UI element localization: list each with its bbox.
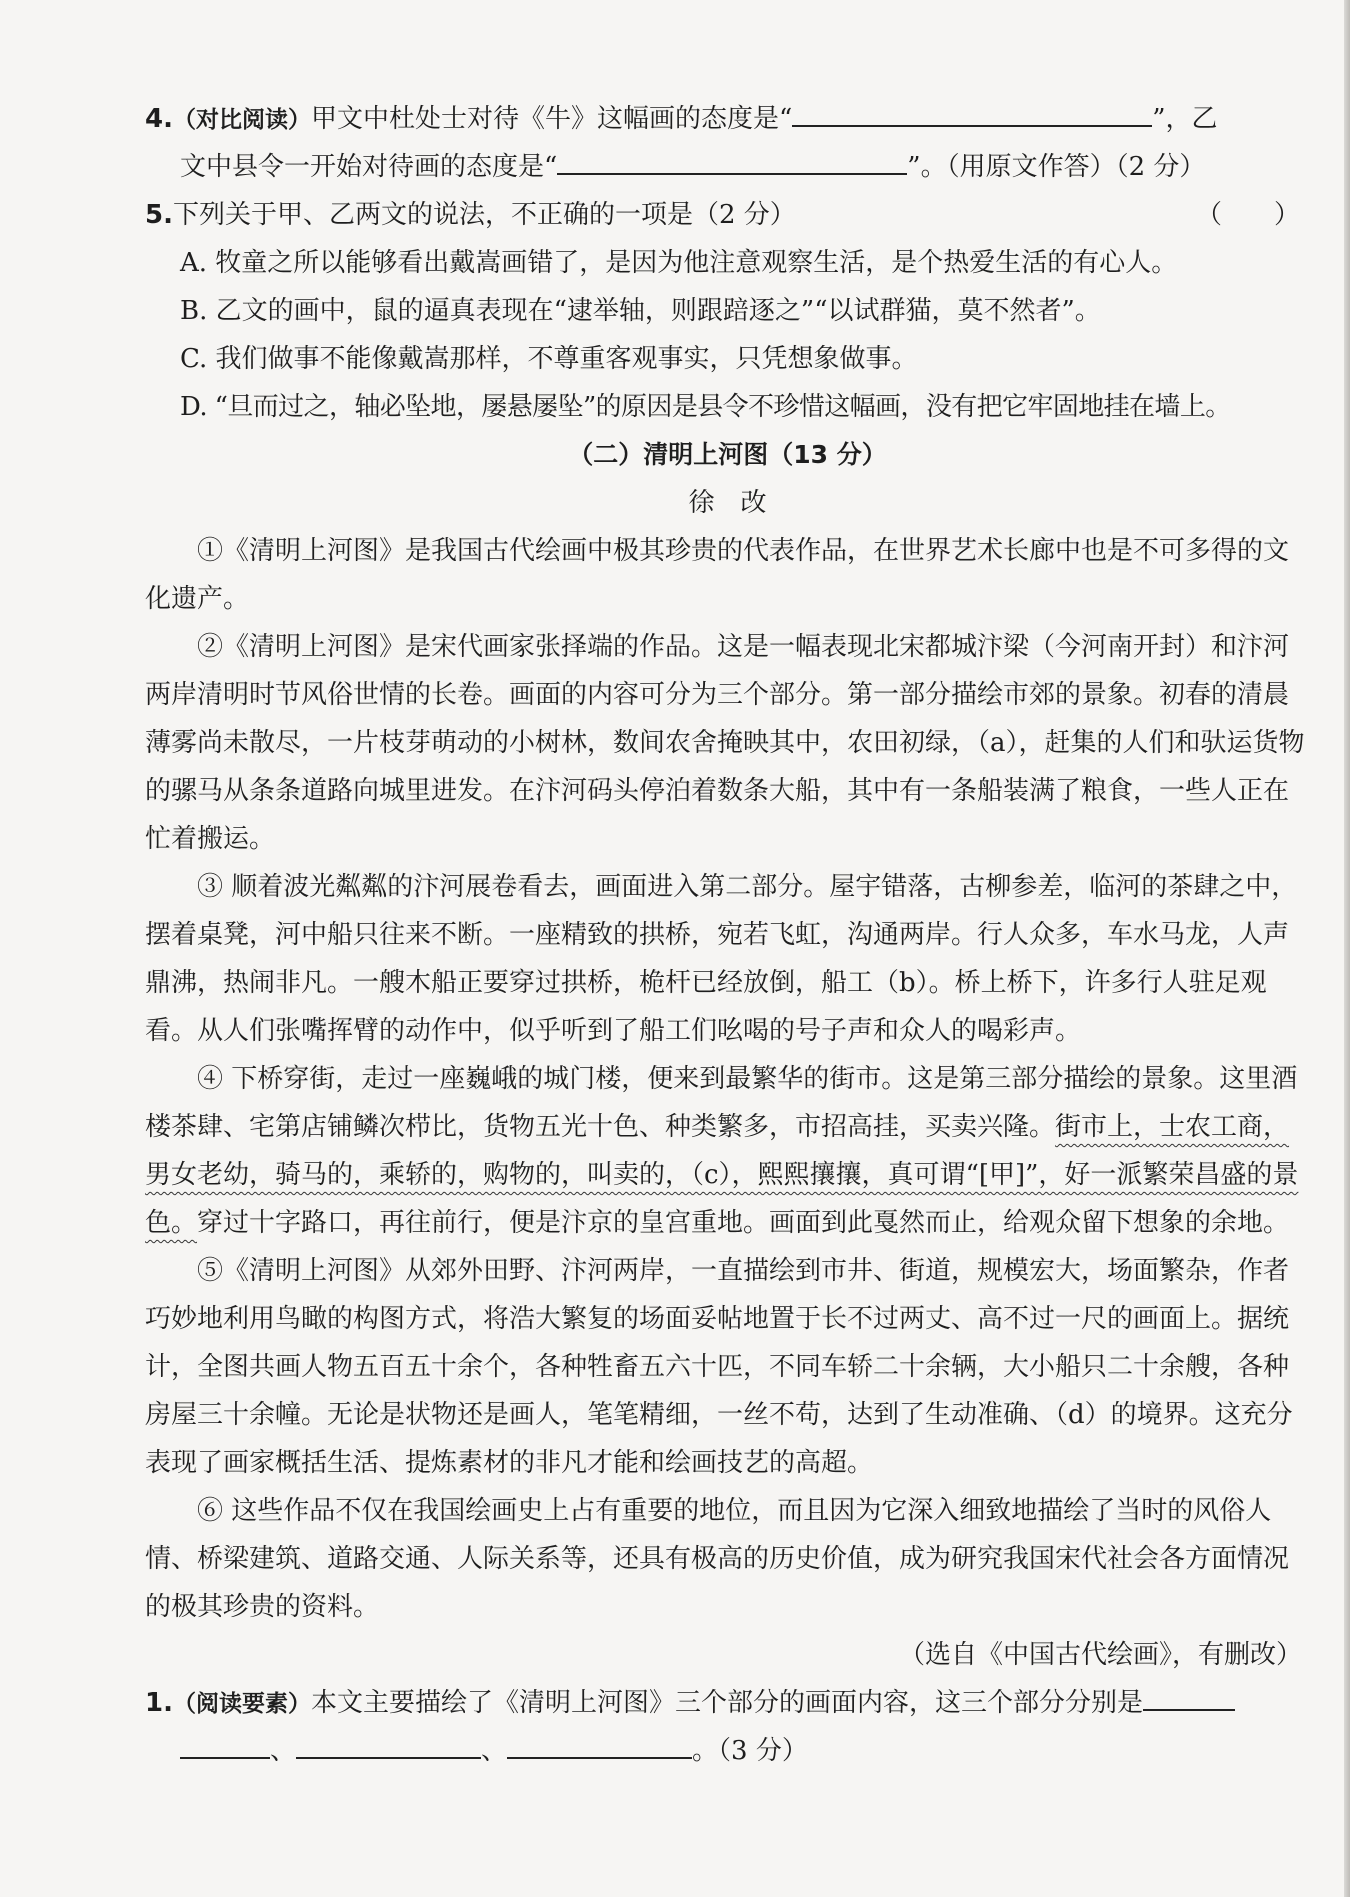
question-1-separator-1: 、 — [270, 1736, 297, 1766]
question-5-option-d: D. “旦而过之，轴必坠地，屡悬屡坠”的原因是县令不珍惜这幅画，没有把它牢固地挂在墙上。 — [180, 392, 1231, 422]
question-5-stem — [145, 191, 1310, 239]
question-4-number: 4. — [145, 104, 173, 134]
question-5-option-b: B. 乙文的画中，鼠的逼真表现在“逮举轴，则跟踣逐之”“以试群猫，莫不然者”。 — [180, 296, 1101, 326]
question-5-option-c: C. 我们做事不能像戴嵩那样，不尊重客观事实，只凭想象做事。 — [180, 344, 918, 374]
article-author: 徐改 — [688, 488, 793, 518]
question-1-answer-blank-1[interactable] — [1143, 1679, 1235, 1711]
question-1-line-2 — [145, 1727, 1310, 1775]
question-1-answer-blank-3[interactable] — [507, 1727, 692, 1759]
question-4-text-3: 文中县令一开始对待画的态度是“ — [180, 152, 558, 182]
question-5-option-a: A. 牧童之所以能够看出戴嵩画错了，是因为他注意观察生活，是个热爱生活的有心人。 — [180, 248, 1178, 278]
question-1-end: 。（3 分） — [692, 1736, 808, 1766]
question-1-answer-blank-1-cont[interactable] — [180, 1727, 270, 1759]
question-4-answer-blank-1[interactable] — [792, 95, 1152, 127]
question-1-line-1 — [145, 1679, 1310, 1727]
paragraph-4 — [145, 1055, 1310, 1247]
question-1-separator-2: 、 — [481, 1736, 508, 1766]
paragraph-4-part-2: 穿过十字路口，再往前行，便是汴京的皇宫重地。画面到此戛然而止，给观众留下想象的余地。 — [197, 1208, 1290, 1238]
question-4-text-2: ”，乙 — [1152, 104, 1218, 134]
question-4-line-2 — [145, 143, 1310, 191]
paragraph-5: ⑤《清明上河图》从郊外田野、汴河两岸，一直描绘到市井、街道，规模宏大，场面繁杂，作者巧妙地利用鸟瞰的构图方式，将浩大繁复的场面妥帖地置于长不过两丈、高不过一尺的画面上。据统计，全图共画人物五百五十余个，各种牲畜五六十匹，不同车轿二十余辆，大小船只二十余艘，各种房屋三十余幢。无论是状物还是画人，笔笔精细，一丝不苟，达到了生动准确、（d）的境界。这充分表现了画家概括生活、提炼素材的非凡才能和绘画技艺的高超。 — [145, 1256, 1293, 1478]
page-edge — [1344, 0, 1350, 1897]
question-1-answer-blank-2[interactable] — [296, 1727, 481, 1759]
question-1-text: 本文主要描绘了《清明上河图》三个部分的画面内容，这三个部分分别是 — [310, 1688, 1143, 1718]
source-citation: （选自《中国古代绘画》，有删改） — [898, 1640, 1302, 1670]
worksheet-content — [145, 95, 1310, 1775]
question-5-number: 5. — [145, 200, 173, 230]
question-4-text-1: 甲文中杜处士对待《牛》这幅画的态度是“ — [310, 104, 793, 134]
question-4-text-4: ”。（用原文作答）（2 分） — [907, 152, 1206, 182]
section-title: （二）清明上河图（13 分） — [568, 440, 887, 469]
question-5-answer-paren[interactable]: （ ） — [1195, 200, 1300, 230]
question-1-tag: （阅读要素） — [172, 1690, 311, 1717]
question-4-answer-blank-2[interactable] — [557, 143, 907, 175]
paragraph-1: ①《清明上河图》是我国古代绘画中极其珍贵的代表作品，在世界艺术长廊中也是不可多得的文化遗产。 — [145, 536, 1290, 614]
paragraph-2: ②《清明上河图》是宋代画家张择端的作品。这是一幅表现北宋都城汴梁（今河南开封）和汴河两岸清明时节风俗世情的长卷。画面的内容可分为三个部分。第一部分描绘市郊的景象。初春的清晨薄雾尚未散尽，一片枝芽萌动的小树林，数间农舍掩映其中，农田初绿，（a），赶集的人们和驮运货物的骡马从条条道路向城里进发。在汴河码头停泊着数条大船，其中有一条船装满了粮食，一些人正在忙着搬运。 — [145, 632, 1305, 854]
paragraph-4-wavy-underlined: 街市上，士农工商，男女老幼，骑马的，乘轿的，购物的，叫卖的，（c），熙熙攘攘，真可谓“[甲]”，好一派繁荣昌盛的景色。 — [145, 1112, 1299, 1238]
question-1-number: 1. — [145, 1688, 173, 1718]
question-5-stem-text: 下列关于甲、乙两文的说法，不正确的一项是（2 分） — [172, 200, 796, 230]
question-4-line-1 — [145, 95, 1310, 143]
paragraph-6: ⑥ 这些作品不仅在我国绘画史上占有重要的地位，而且因为它深入细致地描绘了当时的风俗人情、桥梁建筑、道路交通、人际关系等，还具有极高的历史价值，成为研究我国宋代社会各方面情况的极其珍贵的资料。 — [145, 1496, 1290, 1622]
paragraph-3: ③ 顺着波光粼粼的汴河展卷看去，画面进入第二部分。屋宇错落，古柳参差，临河的茶肆之中，摆着桌凳，河中船只往来不断。一座精致的拱桥，宛若飞虹，沟通两岸。行人众多，车水马龙，人声鼎沸，热闹非凡。一艘木船正要穿过拱桥，桅杆已经放倒，船工（b）。桥上桥下，许多行人驻足观看。从人们张嘴挥臂的动作中，似乎听到了船工们吆喝的号子声和众人的喝彩声。 — [145, 872, 1298, 1046]
paragraph-4-part-1: ④ 下桥穿街，走过一座巍峨的城门楼，便来到最繁华的街市。这是第三部分描绘的景象。这里酒楼茶肆、宅第店铺鳞次栉比，货物五光十色、种类繁多，市招高挂，买卖兴隆。 — [145, 1064, 1298, 1142]
question-4-tag: （对比阅读） — [172, 106, 311, 133]
